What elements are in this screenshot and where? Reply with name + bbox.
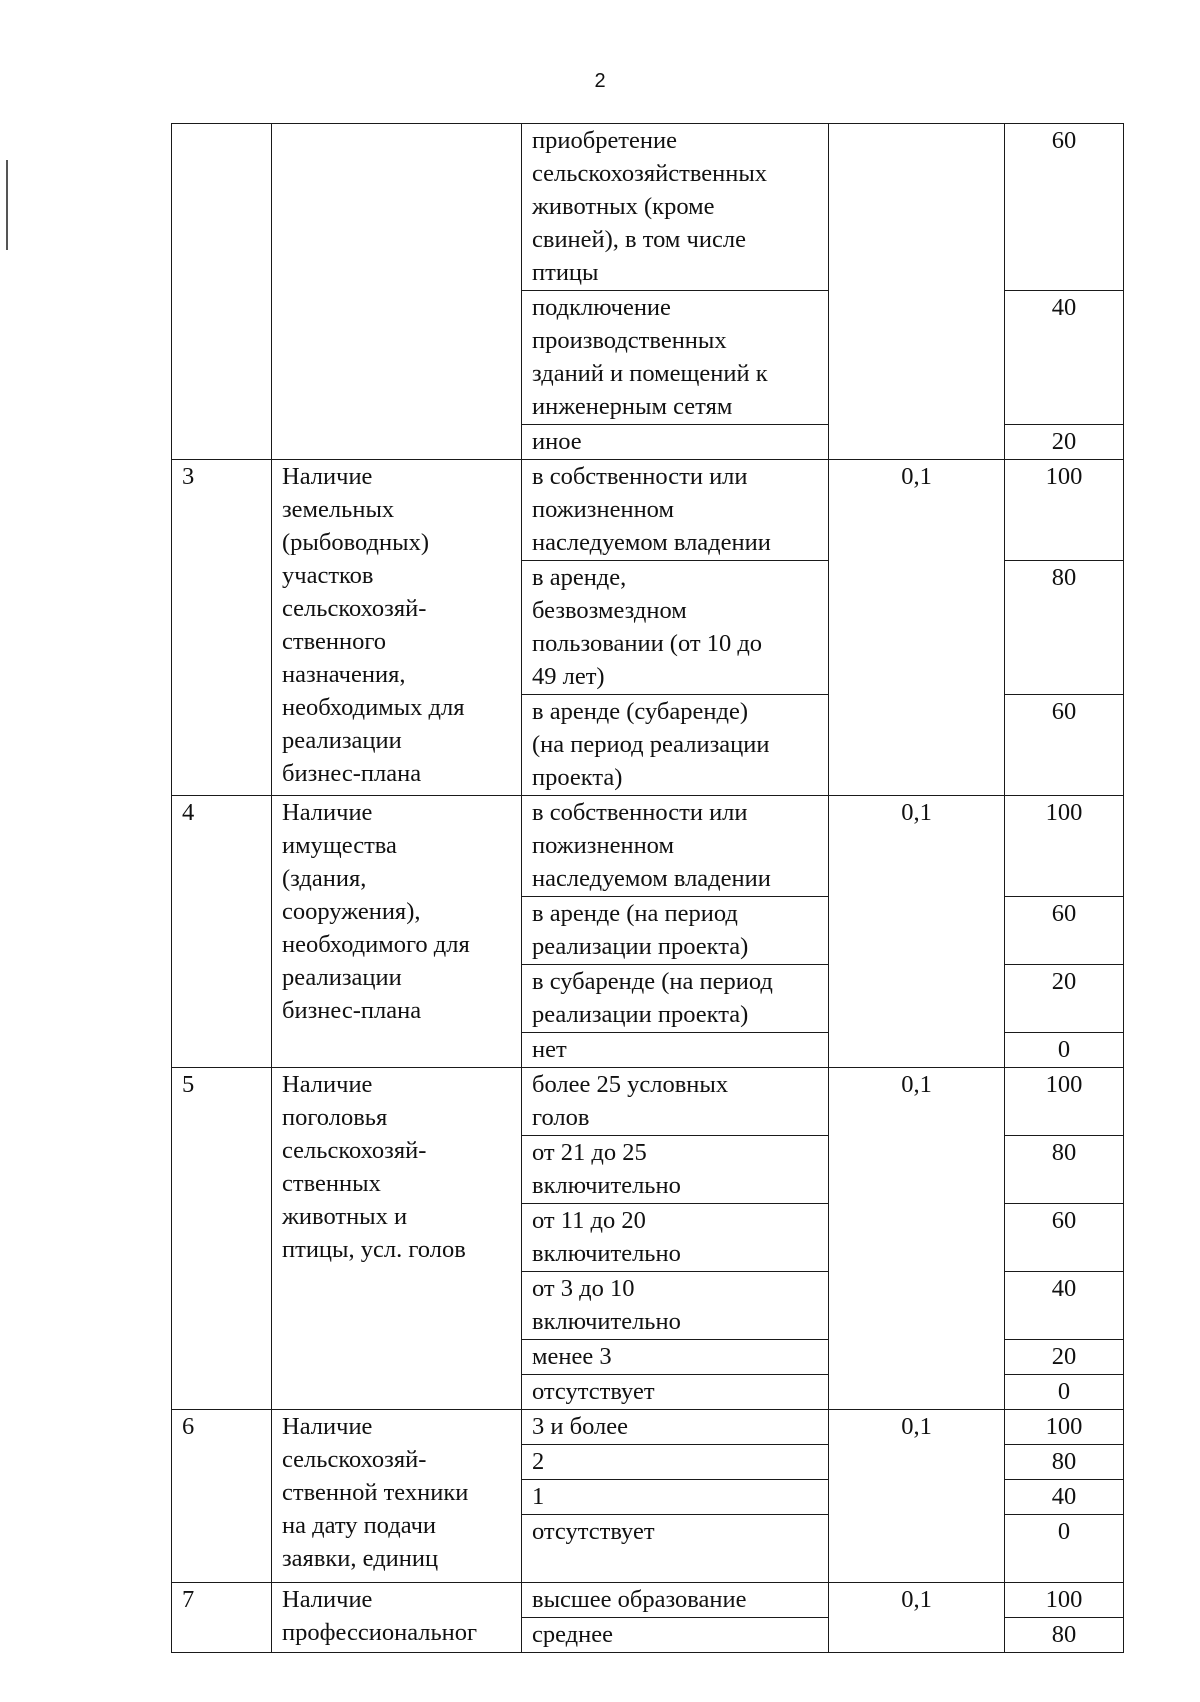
text-line: назначения,: [282, 661, 406, 688]
criterion-option: [522, 291, 829, 425]
text-line: в субаренде (на период: [532, 968, 773, 995]
criterion-option: [522, 124, 829, 291]
text-line: в аренде (на период: [532, 900, 738, 927]
option-score: 80: [1005, 1445, 1124, 1480]
criterion-option: [522, 1136, 829, 1204]
criterion-option: [522, 1618, 829, 1653]
text-line: нет: [532, 1036, 567, 1063]
text-line: участков: [282, 562, 374, 589]
text-line: 49 лет): [532, 663, 605, 690]
criterion-option: [522, 1375, 829, 1410]
table-row: [172, 1410, 1124, 1445]
text-line: необходимого для: [282, 931, 470, 958]
text-line: ственной техники: [282, 1479, 469, 1506]
criterion-option: [522, 425, 829, 460]
text-line: реализации проекта): [532, 933, 749, 960]
text-line: реализации проекта): [532, 1001, 749, 1028]
text-line: сельскохозяй-: [282, 1446, 427, 1473]
criterion-name: [272, 796, 522, 1068]
text-line: пользовании (от 10 до: [532, 630, 763, 657]
criterion-option: [522, 695, 829, 796]
option-score: 60: [1005, 695, 1124, 796]
option-score: 20: [1005, 1340, 1124, 1375]
margin-mark: [6, 160, 8, 250]
criterion-option: [522, 1515, 829, 1583]
criterion-number: [172, 124, 272, 460]
criterion-name: [272, 124, 522, 460]
text-line: менее 3: [532, 1343, 612, 1370]
text-line: Наличие: [282, 1586, 373, 1613]
criterion-number: 5: [172, 1068, 272, 1410]
text-line: на дату подачи: [282, 1512, 437, 1539]
text-line: зданий и помещений к: [532, 360, 768, 387]
criterion-option: [522, 1033, 829, 1068]
criterion-option: [522, 1445, 829, 1480]
criterion-name: [272, 1583, 522, 1653]
table-row: [172, 460, 1124, 561]
text-line: поголовья: [282, 1104, 388, 1131]
option-score: 0: [1005, 1375, 1124, 1410]
text-line: подключение: [532, 294, 671, 321]
option-score: 100: [1005, 1068, 1124, 1136]
option-score: 100: [1005, 460, 1124, 561]
table-row: [172, 1068, 1124, 1136]
text-line: Наличие: [282, 1071, 373, 1098]
text-line: Наличие: [282, 1413, 373, 1440]
criterion-option: [522, 796, 829, 897]
criterion-option: [522, 1272, 829, 1340]
criterion-weight: 0,1: [829, 1583, 1005, 1653]
criterion-option: [522, 1204, 829, 1272]
criterion-option: [522, 965, 829, 1033]
text-line: более 25 условных: [532, 1071, 729, 1098]
page-number: 2: [594, 70, 606, 92]
text-line: безвозмездном: [532, 597, 687, 624]
text-line: от 11 до 20: [532, 1207, 646, 1234]
text-line: высшее образование: [532, 1586, 747, 1613]
criterion-number: 3: [172, 460, 272, 796]
option-score: 80: [1005, 1136, 1124, 1204]
text-line: проекта): [532, 764, 623, 791]
text-line: среднее: [532, 1621, 614, 1648]
option-score: 0: [1005, 1515, 1124, 1583]
text-line: сельскохозяй-: [282, 595, 427, 622]
criterion-weight: [829, 124, 1005, 460]
criterion-number: 7: [172, 1583, 272, 1653]
option-score: 60: [1005, 897, 1124, 965]
text-line: голов: [532, 1104, 590, 1131]
criterion-option: [522, 1340, 829, 1375]
option-score: 80: [1005, 561, 1124, 695]
option-score: 20: [1005, 965, 1124, 1033]
text-line: свиней), в том числе: [532, 226, 746, 253]
option-score: 100: [1005, 1410, 1124, 1445]
text-line: пожизненном: [532, 496, 674, 523]
option-score: 80: [1005, 1618, 1124, 1653]
criterion-name: [272, 1410, 522, 1583]
text-line: от 21 до 25: [532, 1139, 647, 1166]
text-line: реализации: [282, 964, 402, 991]
table-row: [172, 124, 1124, 291]
text-line: сельскохозяй-: [282, 1137, 427, 1164]
option-score: 20: [1005, 425, 1124, 460]
criterion-weight: 0,1: [829, 460, 1005, 796]
text-line: реализации: [282, 727, 402, 754]
option-score: 40: [1005, 1272, 1124, 1340]
text-line: включительно: [532, 1172, 681, 1199]
text-line: заявки, единиц: [282, 1545, 439, 1572]
text-line: наследуемом владении: [532, 865, 771, 892]
text-line: Наличие: [282, 799, 373, 826]
option-score: 40: [1005, 1480, 1124, 1515]
text-line: необходимых для: [282, 694, 465, 721]
table-row: [172, 796, 1124, 897]
criterion-option: [522, 1410, 829, 1445]
text-line: птицы, усл. голов: [282, 1236, 466, 1263]
criterion-name: [272, 1068, 522, 1410]
text-line: животных (кроме: [532, 193, 715, 220]
text-line: в аренде,: [532, 564, 627, 591]
option-score: 0: [1005, 1033, 1124, 1068]
text-line: ственных: [282, 1170, 381, 1197]
option-score: 60: [1005, 1204, 1124, 1272]
text-line: сооружения),: [282, 898, 421, 925]
text-line: животных и: [282, 1203, 408, 1230]
text-line: бизнес-плана: [282, 760, 422, 787]
text-line: ственного: [282, 628, 387, 655]
text-line: наследуемом владении: [532, 529, 771, 556]
text-line: земельных: [282, 496, 395, 523]
text-line: отсутствует: [532, 1378, 655, 1405]
text-line: птицы: [532, 259, 599, 286]
criteria-table-body: [172, 124, 1124, 1653]
text-line: в собственности или: [532, 463, 748, 490]
text-line: 1: [532, 1483, 545, 1510]
text-line: (рыбоводных): [282, 529, 429, 556]
text-line: имущества: [282, 832, 397, 859]
option-score: 60: [1005, 124, 1124, 291]
text-line: (здания,: [282, 865, 367, 892]
criterion-number: 6: [172, 1410, 272, 1583]
criterion-weight: 0,1: [829, 1410, 1005, 1583]
criterion-option: [522, 561, 829, 695]
text-line: в собственности или: [532, 799, 748, 826]
text-line: сельскохозяйственных: [532, 160, 768, 187]
text-line: профессиональног: [282, 1619, 478, 1646]
text-line: инженерным сетям: [532, 393, 733, 420]
criterion-weight: 0,1: [829, 796, 1005, 1068]
text-line: иное: [532, 428, 582, 455]
text-line: производственных: [532, 327, 727, 354]
criterion-name: [272, 460, 522, 796]
text-line: 3 и более: [532, 1413, 628, 1440]
text-line: от 3 до 10: [532, 1275, 635, 1302]
text-line: отсутствует: [532, 1518, 655, 1545]
criterion-option: [522, 1480, 829, 1515]
option-score: 100: [1005, 796, 1124, 897]
criterion-weight: 0,1: [829, 1068, 1005, 1410]
criterion-option: [522, 1583, 829, 1618]
table-row: [172, 1583, 1124, 1618]
text-line: (на период реализации: [532, 731, 770, 758]
option-score: 40: [1005, 291, 1124, 425]
criterion-option: [522, 897, 829, 965]
criterion-option: [522, 1068, 829, 1136]
text-line: приобретение: [532, 127, 677, 154]
text-line: Наличие: [282, 463, 373, 490]
text-line: в аренде (субаренде): [532, 698, 748, 725]
criterion-number: 4: [172, 796, 272, 1068]
text-line: пожизненном: [532, 832, 674, 859]
text-line: бизнес-плана: [282, 997, 422, 1024]
text-line: 2: [532, 1448, 545, 1475]
criterion-option: [522, 460, 829, 561]
option-score: 100: [1005, 1583, 1124, 1618]
criteria-table: [171, 123, 1124, 1653]
text-line: включительно: [532, 1308, 681, 1335]
text-line: включительно: [532, 1240, 681, 1267]
